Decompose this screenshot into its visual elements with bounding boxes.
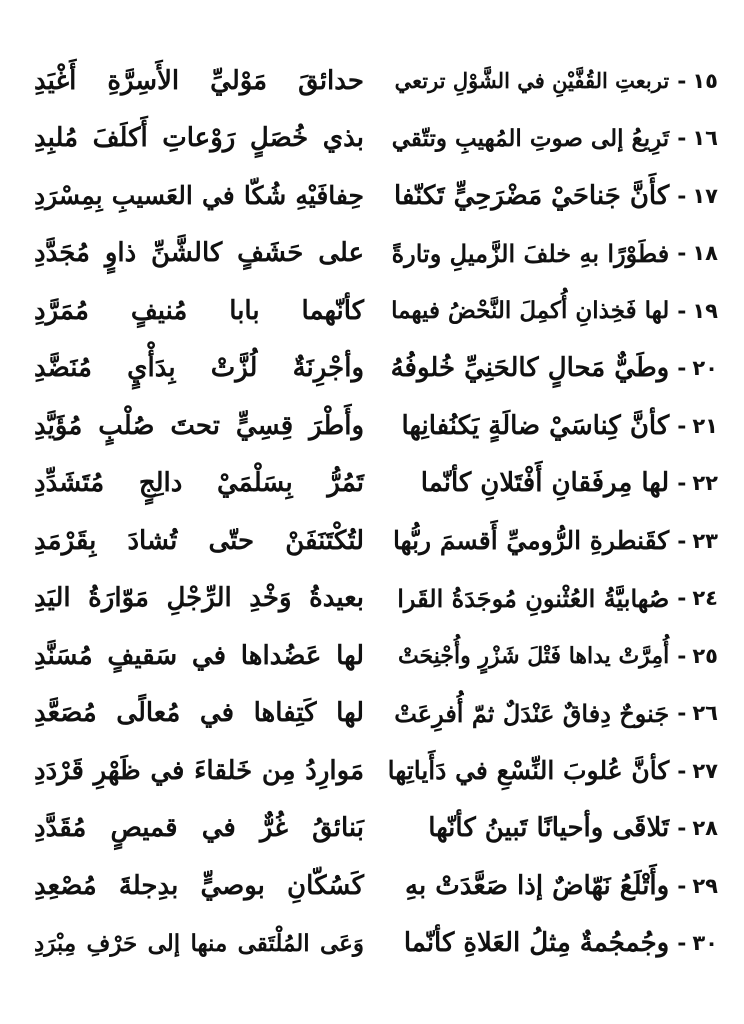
verse-number: ١٥: [692, 68, 718, 93]
verse-first-text: كقَنطرةِ الرُّوميِّ أَقسمَ ربُّها: [392, 526, 670, 556]
verse-number: ٢٤: [692, 586, 718, 611]
verse-first-hemistich: [388, 239, 718, 268]
verse-first-text: تَرِيعُ إلى صوتِ المُهيبِ وتتّقي: [391, 124, 670, 152]
verse-second-hemistich: وأَطْرَ قِسِيٍّ تحتَ صُلْبٍ مُؤَيَّدِ: [34, 410, 364, 441]
verse-row: [34, 915, 718, 973]
verse-second-hemistich: كَسُكّانِ بوصيٍّ بدِجلةَ مُصْعِدِ: [34, 870, 364, 901]
verse-number: ١٧: [692, 183, 718, 208]
verse-row: [34, 282, 718, 340]
verse-dash: -: [677, 182, 687, 209]
verse-second-hemistich: مَوارِدُ مِن خَلقاءَ في ظَهْرِ قَرْدَدِ: [34, 755, 364, 786]
verse-number: ١٩: [692, 298, 718, 323]
verse-dash: -: [677, 240, 687, 267]
verse-number: ٢٠: [692, 356, 718, 381]
verse-number: ٢٦: [692, 701, 718, 726]
verse-number: ٢٢: [692, 471, 718, 496]
verse-second-hemistich: بعيدةُ وَخْدِ الرِّجْلِ مَوّارَةُ اليَدِ: [34, 583, 364, 614]
verse-dash: -: [677, 67, 687, 94]
verse-dash: -: [677, 527, 687, 554]
verse-dash: -: [677, 585, 687, 612]
verse-first-text: كأنَّ كِناسَيْ ضالَةٍ يَكنُفانِها: [401, 410, 670, 441]
verse-dash: -: [677, 815, 687, 842]
verse-row: [34, 857, 718, 915]
verse-row: [34, 340, 718, 398]
verse-first-hemistich: [388, 813, 718, 843]
verse-dash: -: [677, 930, 687, 957]
verse-first-text: وطَيٌّ مَحالٍ كالحَنِيِّ خُلوفُهُ: [390, 353, 670, 384]
verse-first-hemistich: [388, 584, 718, 613]
verse-dash: -: [677, 355, 687, 382]
verse-number: ١٨: [692, 241, 718, 266]
verse-second-hemistich: حِفافَيْهِ شُكّا في العَسيبِ بِمِسْرَدِ: [34, 181, 364, 211]
verse-first-hemistich: [388, 297, 718, 324]
verse-first-text: أُمِرَّتْ يداها فَتْلَ شَزْرٍ وأُجْنِحَتْ: [397, 642, 670, 669]
verse-second-hemistich: تَمُرُّ بِسَلْمَيْ دالِجٍ مُتَشَدِّدِ: [34, 468, 364, 499]
verse-row: [34, 627, 718, 685]
verse-second-hemistich: بَنائقُ غُرٌّ في قميصٍ مُقَدَّدِ: [34, 813, 364, 844]
verse-second-hemistich: حدائقَ مَوْليِّ الأَسِرَّةِ أَغْيَدِ: [34, 65, 364, 96]
verse-first-text: وأَتْلَعُ نَهّاضٌ إذا صَعَّدَتْ بهِ: [405, 870, 670, 901]
verse-row: [34, 397, 718, 455]
verse-second-hemistich: على حَشَفٍ كالشَّنِّ ذاوٍ مُجَدَّدِ: [34, 238, 364, 269]
verse-first-text: لها مِرفَقانِ أَفْتَلانِ كأنّما: [420, 468, 670, 499]
verse-row: [34, 570, 718, 628]
verse-first-hemistich: [388, 699, 718, 728]
verse-dash: -: [677, 412, 687, 439]
verse-first-text: صُهابيَّةُ العُثْنونِ مُوجَدَةُ القَرا: [397, 583, 670, 613]
verse-number: ١٦: [692, 126, 718, 151]
verse-first-hemistich: [388, 928, 718, 958]
verse-first-text: وجُمجُمةٌ مِثلُ العَلاةِ كأنّما: [403, 928, 670, 959]
verse-first-hemistich: [388, 468, 718, 498]
verse-row: [34, 512, 718, 570]
verse-dash: -: [677, 872, 687, 899]
verse-first-hemistich: [388, 411, 718, 441]
verse-number: ٢٥: [692, 643, 718, 668]
verse-row: [34, 742, 718, 800]
verse-dash: -: [677, 757, 687, 784]
verse-dash: -: [677, 297, 687, 324]
verse-first-text: كأَنَّ جَناحَيْ مَضْرَحِيٍّ تَكنّفا: [394, 180, 670, 211]
verse-first-text: فطَوْرًا بهِ خلفَ الزَّميلِ وتارةً: [391, 238, 670, 268]
verse-second-hemistich: لتُكْتَنَفَنْ حتّى تُشادَ بِقَرْمَدِ: [34, 525, 364, 556]
verse-second-hemistich: كأنّهما بابا مُنيفٍ مُمَرَّدِ: [34, 295, 364, 326]
verse-row: [34, 52, 718, 110]
verse-first-hemistich: [388, 181, 718, 211]
verse-first-hemistich: [388, 643, 718, 669]
verse-list: [34, 52, 718, 972]
verse-first-hemistich: [388, 68, 718, 94]
verse-row: [34, 800, 718, 858]
verse-second-hemistich: وأجْرِنَةٌ لُزَّتْ بِدَأْيٍ مُنَضَّدِ: [34, 353, 364, 384]
verse-second-hemistich: وَعَى المُلْتَقى منها إلى حَرْفِ مِبْرَدِ: [34, 929, 364, 957]
verse-row: [34, 167, 718, 225]
verse-number: ٢١: [692, 413, 718, 438]
verse-row: [34, 455, 718, 513]
verse-number: ٣٠: [692, 931, 718, 956]
verse-first-text: لها فَخِذانِ أُكمِلَ النَّحْضُ فيهما: [391, 297, 670, 325]
verse-dash: -: [677, 470, 687, 497]
verse-first-text: كأنَّ عُلوبَ النِّسْعِ في دَأَياتِها: [387, 756, 670, 786]
verse-row: [34, 110, 718, 168]
verse-first-text: جَنوحٌ دِفاقٌ عَنْدَلٌ ثمّ أُفرِعَتْ: [394, 698, 670, 728]
verse-first-hemistich: [388, 756, 718, 785]
verse-first-text: تَلاقَى وأحيانًا تَبينُ كأنّها: [428, 813, 670, 844]
verse-dash: -: [677, 642, 687, 669]
verse-row: [34, 225, 718, 283]
verse-first-hemistich: [388, 125, 718, 152]
verse-row: [34, 685, 718, 743]
verse-first-hemistich: [388, 871, 718, 901]
verse-number: ٢٣: [692, 528, 718, 553]
verse-second-hemistich: لها كَتِفاها في مُعالًى مُصَعَّدِ: [34, 698, 364, 729]
verse-second-hemistich: لها عَضُداها في سَقيفٍ مُسَنَّدِ: [34, 640, 364, 671]
verse-dash: -: [677, 700, 687, 727]
verse-number: ٢٧: [692, 758, 718, 783]
verse-second-hemistich: بذي خُصَلٍ رَوْعاتِ أَكلَفَ مُلبِدِ: [34, 123, 364, 154]
verse-first-hemistich: [388, 526, 718, 555]
verse-dash: -: [677, 125, 687, 152]
verse-first-hemistich: [388, 353, 718, 383]
verse-first-text: تربعتِ القُفَّيْنِ في الشَّوْلِ ترتعي: [394, 68, 670, 94]
verse-number: ٢٨: [692, 816, 718, 841]
verse-number: ٢٩: [692, 873, 718, 898]
